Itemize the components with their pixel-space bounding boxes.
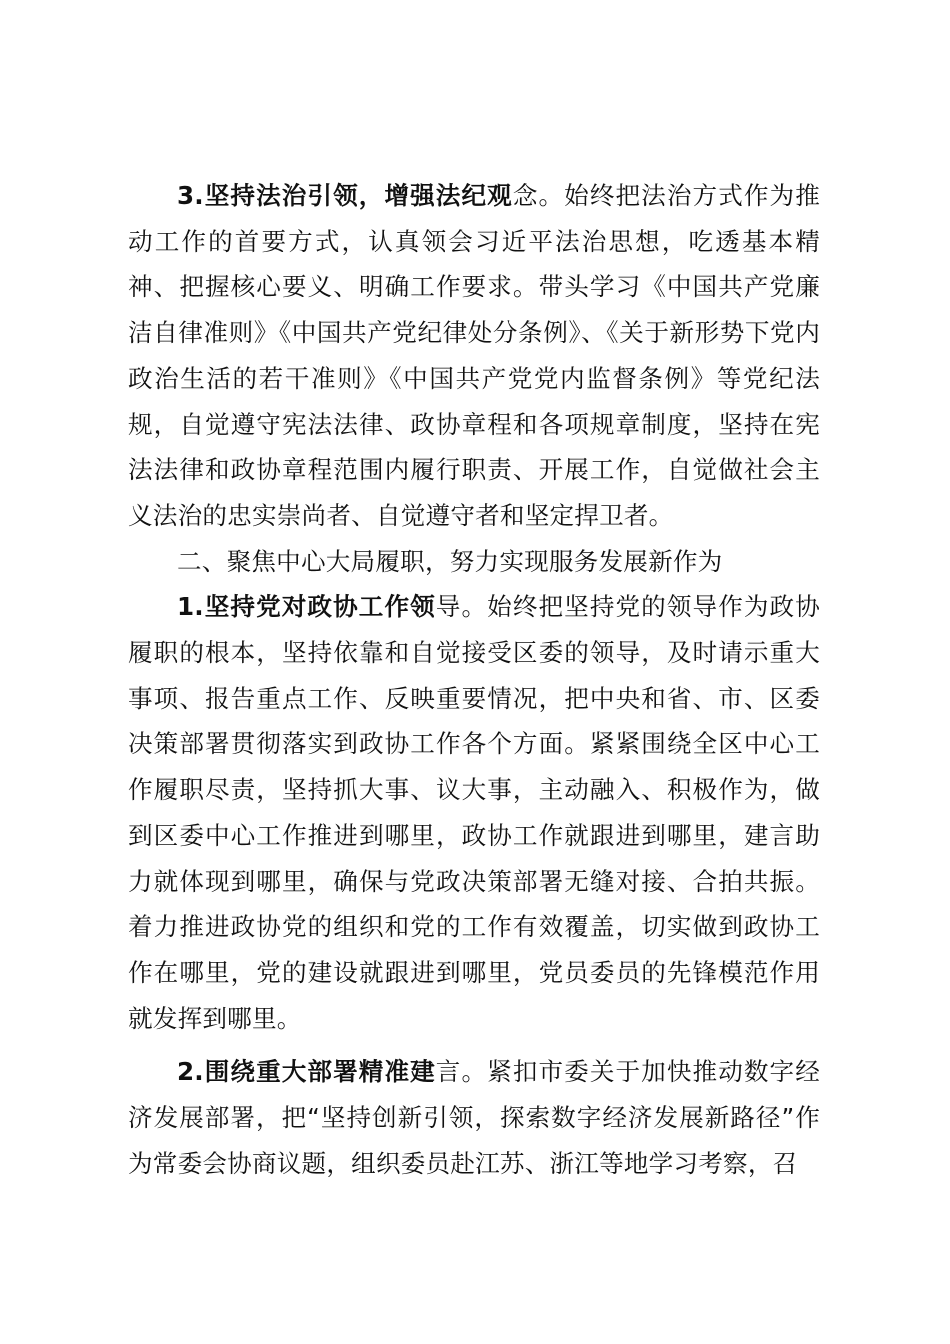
paragraph-party-leadership bbox=[128, 584, 820, 1041]
paragraph-rule-of-law bbox=[128, 173, 820, 539]
paragraph-major-deployment bbox=[128, 1049, 820, 1186]
paragraph-heading: 2.围绕重大部署精准建 bbox=[177, 1057, 436, 1087]
paragraph-text: 念。始终把法治方式作为推动工作的首要方式，认真领会习近平法治思想，吃透基本精神、把握核心要义、明确工作要求。带头学习《中国共产党廉洁自律准则》《中国共产党纪律处分条例》、《关于新形势下党内政治生活的若干准则》《中国共产党党内监督条例》等党纪法规，自觉遵守宪法法律、政协章程和各项规章制度，坚持在宪法法律和政协章程范围内履行职责、开展工作，自觉做社会主义法治的忠实崇尚者、自觉遵守者和坚定捍卫者。 bbox=[128, 181, 820, 530]
paragraph-text: 导。始终把坚持党的领导作为政协履职的根本，坚持依靠和自觉接受区委的领导，及时请示重大事项、报告重点工作、反映重要情况，把中央和省、市、区委决策部署贯彻落实到政协工作各个方面。紧紧围绕全区中心工作履职尽责，坚持抓大事、议大事，主动融入、积极作为，做到区委中心工作推进到哪里，政协工作就跟进到哪里，建言助力就体现到哪里，确保与党政决策部署无缝对接、合拍共振。着力推进政协党的组织和党的工作有效覆盖，切实做到政协工作在哪里，党的建设就跟进到哪里，党员委员的先锋模范作用就发挥到哪里。 bbox=[128, 592, 820, 1033]
paragraph-heading: 1.坚持党对政协工作领 bbox=[177, 592, 436, 622]
document-body bbox=[128, 173, 820, 1186]
paragraph-text: 言。紧扣市委关于加快推动数字经济发展部署，把“坚持创新引领，探索数字经济发展新路径”作为常委会协商议题，组织委员赴江苏、浙江等地学习考察，召 bbox=[128, 1057, 820, 1178]
section-heading-text: 二、聚焦中心大局履职，努力实现服务发展新作为 bbox=[177, 546, 723, 576]
section-heading-two bbox=[128, 539, 820, 585]
paragraph-heading: 3.坚持法治引领，增强法纪观 bbox=[177, 181, 513, 210]
